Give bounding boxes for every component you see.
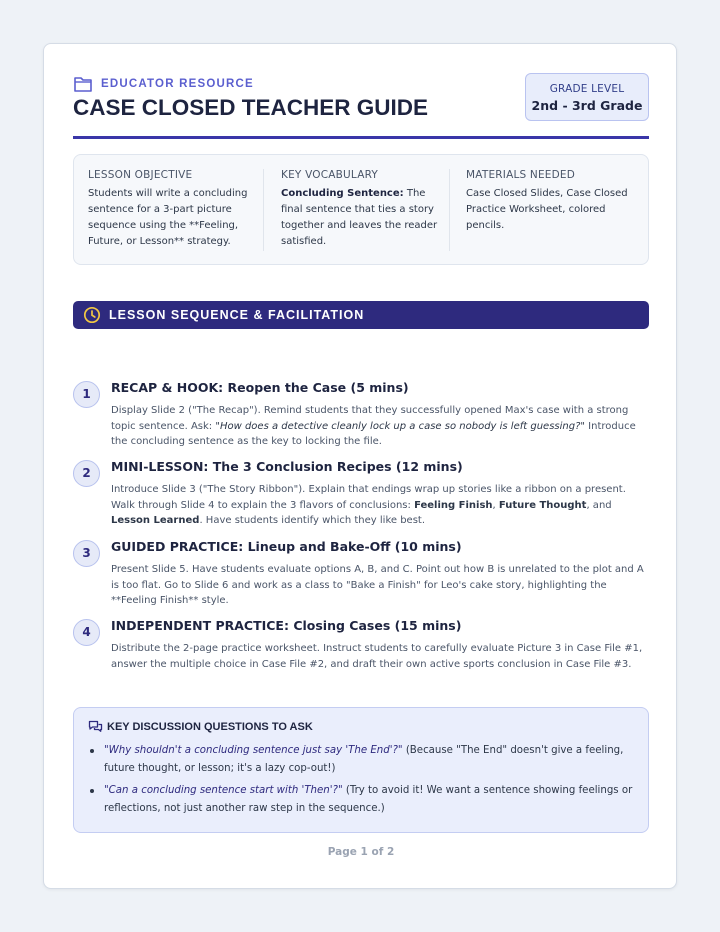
discussion-questions-list — [88, 742, 636, 822]
page-title: CASE CLOSED TEACHER GUIDE — [73, 95, 429, 120]
discussion-question — [88, 782, 636, 817]
lesson-objective — [88, 169, 250, 250]
clock-icon — [83, 306, 101, 324]
question-text: "Why shouldn't a concluding sentence just say 'The End'?" — [104, 745, 403, 756]
section-header — [73, 301, 649, 329]
step-description — [111, 482, 649, 529]
grade-level-value: 2nd - 3rd Grade — [531, 98, 643, 113]
step-text: Display Slide 2 ("The Recap"). Remind students that they successfully opened Max's case with a strong topic sentence. Ask: — [111, 405, 629, 432]
question-text: "Can a concluding sentence start with 'Then'?" — [104, 785, 343, 796]
eyebrow-text: EDUCATOR RESOURCE — [101, 78, 254, 90]
conclusion-type: Lesson Learned — [111, 515, 200, 527]
lesson-objective-heading: LESSON OBJECTIVE — [88, 169, 193, 181]
materials-needed-heading: MATERIALS NEEDED — [466, 169, 576, 181]
header — [73, 73, 649, 141]
column-divider — [449, 169, 450, 251]
grade-level-label: GRADE LEVEL — [549, 83, 625, 95]
lesson-objective-text: Students will write a concluding sentence for a 3-part picture sequence using the **Feeling, Future, or Lesson** strategy. — [88, 188, 248, 247]
section-title: LESSON SEQUENCE & FACILITATION — [109, 308, 365, 322]
step-title: INDEPENDENT PRACTICE: Closing Cases (15 mins) — [111, 618, 462, 633]
discussion-questions-header — [88, 720, 313, 734]
step-text: , — [492, 499, 499, 511]
grade-level-badge — [525, 73, 649, 121]
step-text: Introduce Slide 3 ("The Story Ribbon"). Explain that endings wrap up stories like a ribbon on a present. Walk through Slide 4 to explain the 3 flavors of conclusions: — [111, 484, 626, 511]
step-description — [111, 403, 649, 450]
vocab-term: Concluding Sentence: — [281, 188, 404, 199]
discussion-questions-callout — [73, 707, 649, 833]
header-divider — [73, 136, 649, 139]
step-number: 4 — [73, 619, 100, 646]
step-description: Distribute the 2-page practice worksheet. Instruct students to carefully evaluate Picture 3 in Case File #1, answer the multiple choice in Case File #2, and draft their own active sports conclusion in Case File #3. — [111, 643, 643, 670]
column-divider — [263, 169, 264, 251]
discussion-questions-title: KEY DISCUSSION QUESTIONS TO ASK — [107, 721, 313, 733]
step-quote: "How does a detective cleanly lock up a case so nobody is left guessing?" — [215, 420, 585, 432]
vocab-definition: The final sentence that ties a story together and leaves the reader satisfied. — [281, 188, 438, 247]
page-number: Page 1 of 2 — [327, 846, 395, 858]
materials-needed — [466, 169, 636, 234]
discussion-question — [88, 742, 636, 777]
step-number: 2 — [73, 460, 100, 487]
key-vocabulary-text — [281, 186, 441, 250]
step-number: 1 — [73, 381, 100, 408]
conclusion-type: Future Thought — [498, 499, 587, 511]
step-title: MINI-LESSON: The 3 Conclusion Recipes (12 mins) — [111, 459, 463, 474]
document-page — [43, 43, 677, 889]
folder-icon — [73, 75, 93, 93]
step-text: . Have students identify which they like best. — [199, 515, 426, 527]
step-text: Introduce the concluding sentence as the key to locking the file. — [111, 420, 636, 448]
eyebrow — [73, 73, 254, 95]
materials-needed-text: Case Closed Slides, Case Closed Practice Worksheet, colored pencils. — [466, 188, 628, 231]
key-vocabulary — [281, 169, 441, 250]
key-vocabulary-heading: KEY VOCABULARY — [281, 169, 379, 181]
step-description: Present Slide 5. Have students evaluate options A, B, and C. Point out how B is unrelated to the plot and A is too flat. Go to Slide 6 and work as a class to "Bake a Finish" for Leo's cake story, highlighting the **Feeling Finish** style. — [111, 564, 644, 607]
lesson-info-panel — [73, 154, 649, 265]
step-number: 3 — [73, 540, 100, 567]
question-answer: (Try to avoid it! We want a sentence showing feelings or reflections, not just another raw step in the sequence.) — [104, 785, 633, 814]
conclusion-type: Feeling Finish — [414, 499, 493, 511]
question-answer: (Because "The End" doesn't give a feeling, future thought, or lesson; it's a lazy cop-out!) — [104, 745, 624, 774]
step-text: , and — [586, 499, 612, 511]
step-title: RECAP & HOOK: Reopen the Case (5 mins) — [111, 380, 409, 395]
chat-bubbles-icon — [88, 720, 103, 734]
step-title: GUIDED PRACTICE: Lineup and Bake-Off (10 mins) — [111, 539, 462, 554]
